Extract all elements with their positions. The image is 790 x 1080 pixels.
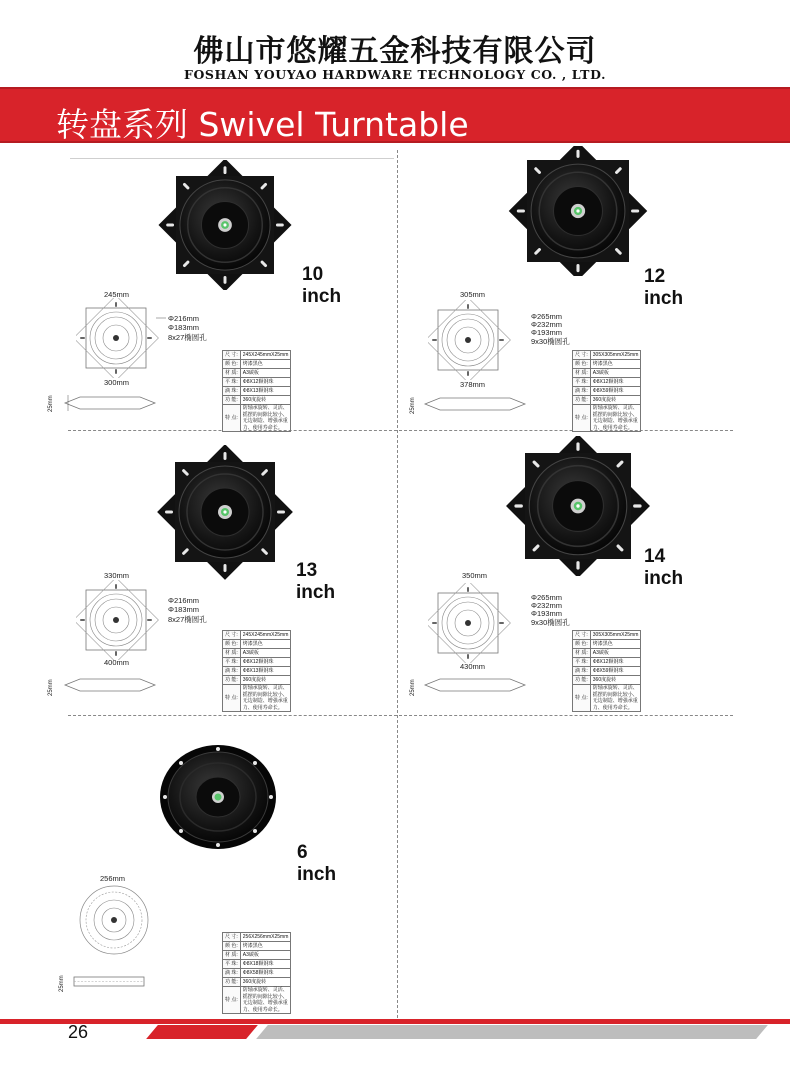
turntable-12-photo [498,146,658,276]
dim-top-10: 245mm [104,290,130,299]
dim-top-6: 256mm [100,874,126,883]
section-banner [0,87,790,143]
spec-table-12: 尺 寸: 305X305mmX25mm 颜 色: 烤漆黑色 材 质: A3碳板 平 珠: Φ8X12颗钢珠 滴 珠: Φ8X59颗钢珠 功 能: 360度旋转 特 点: 防轴承旋转、灵活、摇摆的间隙比较小、无边制造、增强承重力、使用寿命长。 [572,350,641,432]
drawing-side-view-13 [60,675,160,695]
drawing-top-view-10 [76,298,166,378]
callout-10-a: Φ216mm [168,314,199,323]
company-name-cn: 佛山市悠耀五金科技有限公司 [193,34,597,69]
dim-top-14: 350mm [462,571,488,580]
height-dim-6: 25mm [59,975,65,992]
size-label-10: 10 inch [302,264,342,307]
drawing-top-view-6 [76,880,156,960]
callout-14-a: Φ265mm [531,593,562,602]
turntable-13-photo [150,445,300,580]
footer-rule [0,1019,790,1024]
drawing-top-view-13 [76,580,166,660]
callout-12-d: 9x30椭圆孔 [531,337,570,346]
height-dim-12: 25mm [410,397,416,414]
page-number: 26 [68,1022,89,1042]
top-rule [70,158,394,159]
center-divider [397,150,398,1018]
dim-bottom-13: 400mm [104,658,130,667]
callout-14-d: 9x30椭圆孔 [531,618,570,627]
dim-top-12: 305mm [460,290,486,299]
spec-table-13: 尺 寸: 245X245mmX25mm 颜 色: 烤漆黑色 材 质: A3碳板 平 珠: Φ8X12颗钢珠 滴 珠: Φ8X13颗钢珠 功 能: 360度旋转 特 点: 防轴承旋转、灵活、摇摆的间隙比较小、无边制造、增强承重力、使用寿命长。 [222,630,291,712]
drawing-side-view-14 [420,675,530,695]
size-label-14: 14 inch [644,546,684,589]
section-title: 转盘系列 Swivel Turntable [56,105,469,144]
company-name-en: FOSHAN YOUYAO HARDWARE TECHNOLOGY CO. , LTD. [183,67,607,82]
turntable-10-photo [150,160,300,290]
callout-12-b: Φ232mm [531,320,562,329]
callout-14-b: Φ232mm [531,601,562,610]
height-dim-14: 25mm [410,679,416,696]
callout-13-a: Φ216mm [168,596,199,605]
turntable-14-photo [498,436,658,576]
footer-gray-stripe [256,1025,768,1039]
callout-14-c: Φ193mm [531,609,562,618]
callout-13-b: Φ183mm [168,605,199,614]
turntable-6-photo [158,742,282,852]
callout-10-b: Φ183mm [168,323,199,332]
callout-12-a: Φ265mm [531,312,562,321]
callout-12-c: Φ193mm [531,328,562,337]
height-dim-13: 25mm [48,679,54,696]
dim-bottom-10: 300mm [104,378,130,387]
spec-table-14: 尺 寸: 305X305mmX25mm 颜 色: 烤漆黑色 材 质: A3碳板 平 珠: Φ8X12颗钢珠 滴 珠: Φ8X59颗钢珠 功 能: 360度旋转 特 点: 防轴承旋转、灵活、摇摆的间隙比较小、无边制造、增强承重力、使用寿命长。 [572,630,641,712]
spec-table-10: 尺 寸: 245X245mmX25mm 颜 色: 烤漆黑色 材 质: A3碳板 平 珠: Φ8X12颗钢珠 滴 珠: Φ8X13颗钢珠 功 能: 360度旋转 特 点: 防轴承旋转、灵活、摇摆的间隙比较小、无边制造、增强承重力、使用寿命长。 [222,350,291,432]
dim-bottom-12: 378mm [460,380,486,389]
dim-bottom-14: 430mm [460,662,486,671]
height-dim-10: 25mm [48,395,54,412]
drawing-top-view-12 [428,300,518,380]
spec-table-6: 尺 寸: 256X256mmX25mm 颜 色: 烤漆黑色 材 质: A3碳板 平 珠: Φ8X18颗钢珠 滴 珠: Φ8X58颗钢珠 功 能: 360度旋转 特 点: 防轴承旋转、灵活、摇摆的间隙比较小、无边制造、增强承重力、使用寿命长。 [222,932,291,1014]
dim-top-13: 330mm [104,571,130,580]
size-label-12: 12 inch [644,266,684,309]
drawing-side-view-6 [70,973,150,989]
callout-10-c: 8x27椭圆孔 [168,333,207,342]
callout-13-c: 8x27椭圆孔 [168,615,207,624]
size-label-13: 13 inch [296,560,336,603]
footer-red-stripe [146,1025,258,1039]
drawing-side-view-10 [60,393,160,413]
row-divider-2 [68,715,733,716]
drawing-top-view-14 [428,583,518,663]
size-label-6: 6 inch [297,842,337,885]
drawing-side-view-12 [420,394,530,414]
